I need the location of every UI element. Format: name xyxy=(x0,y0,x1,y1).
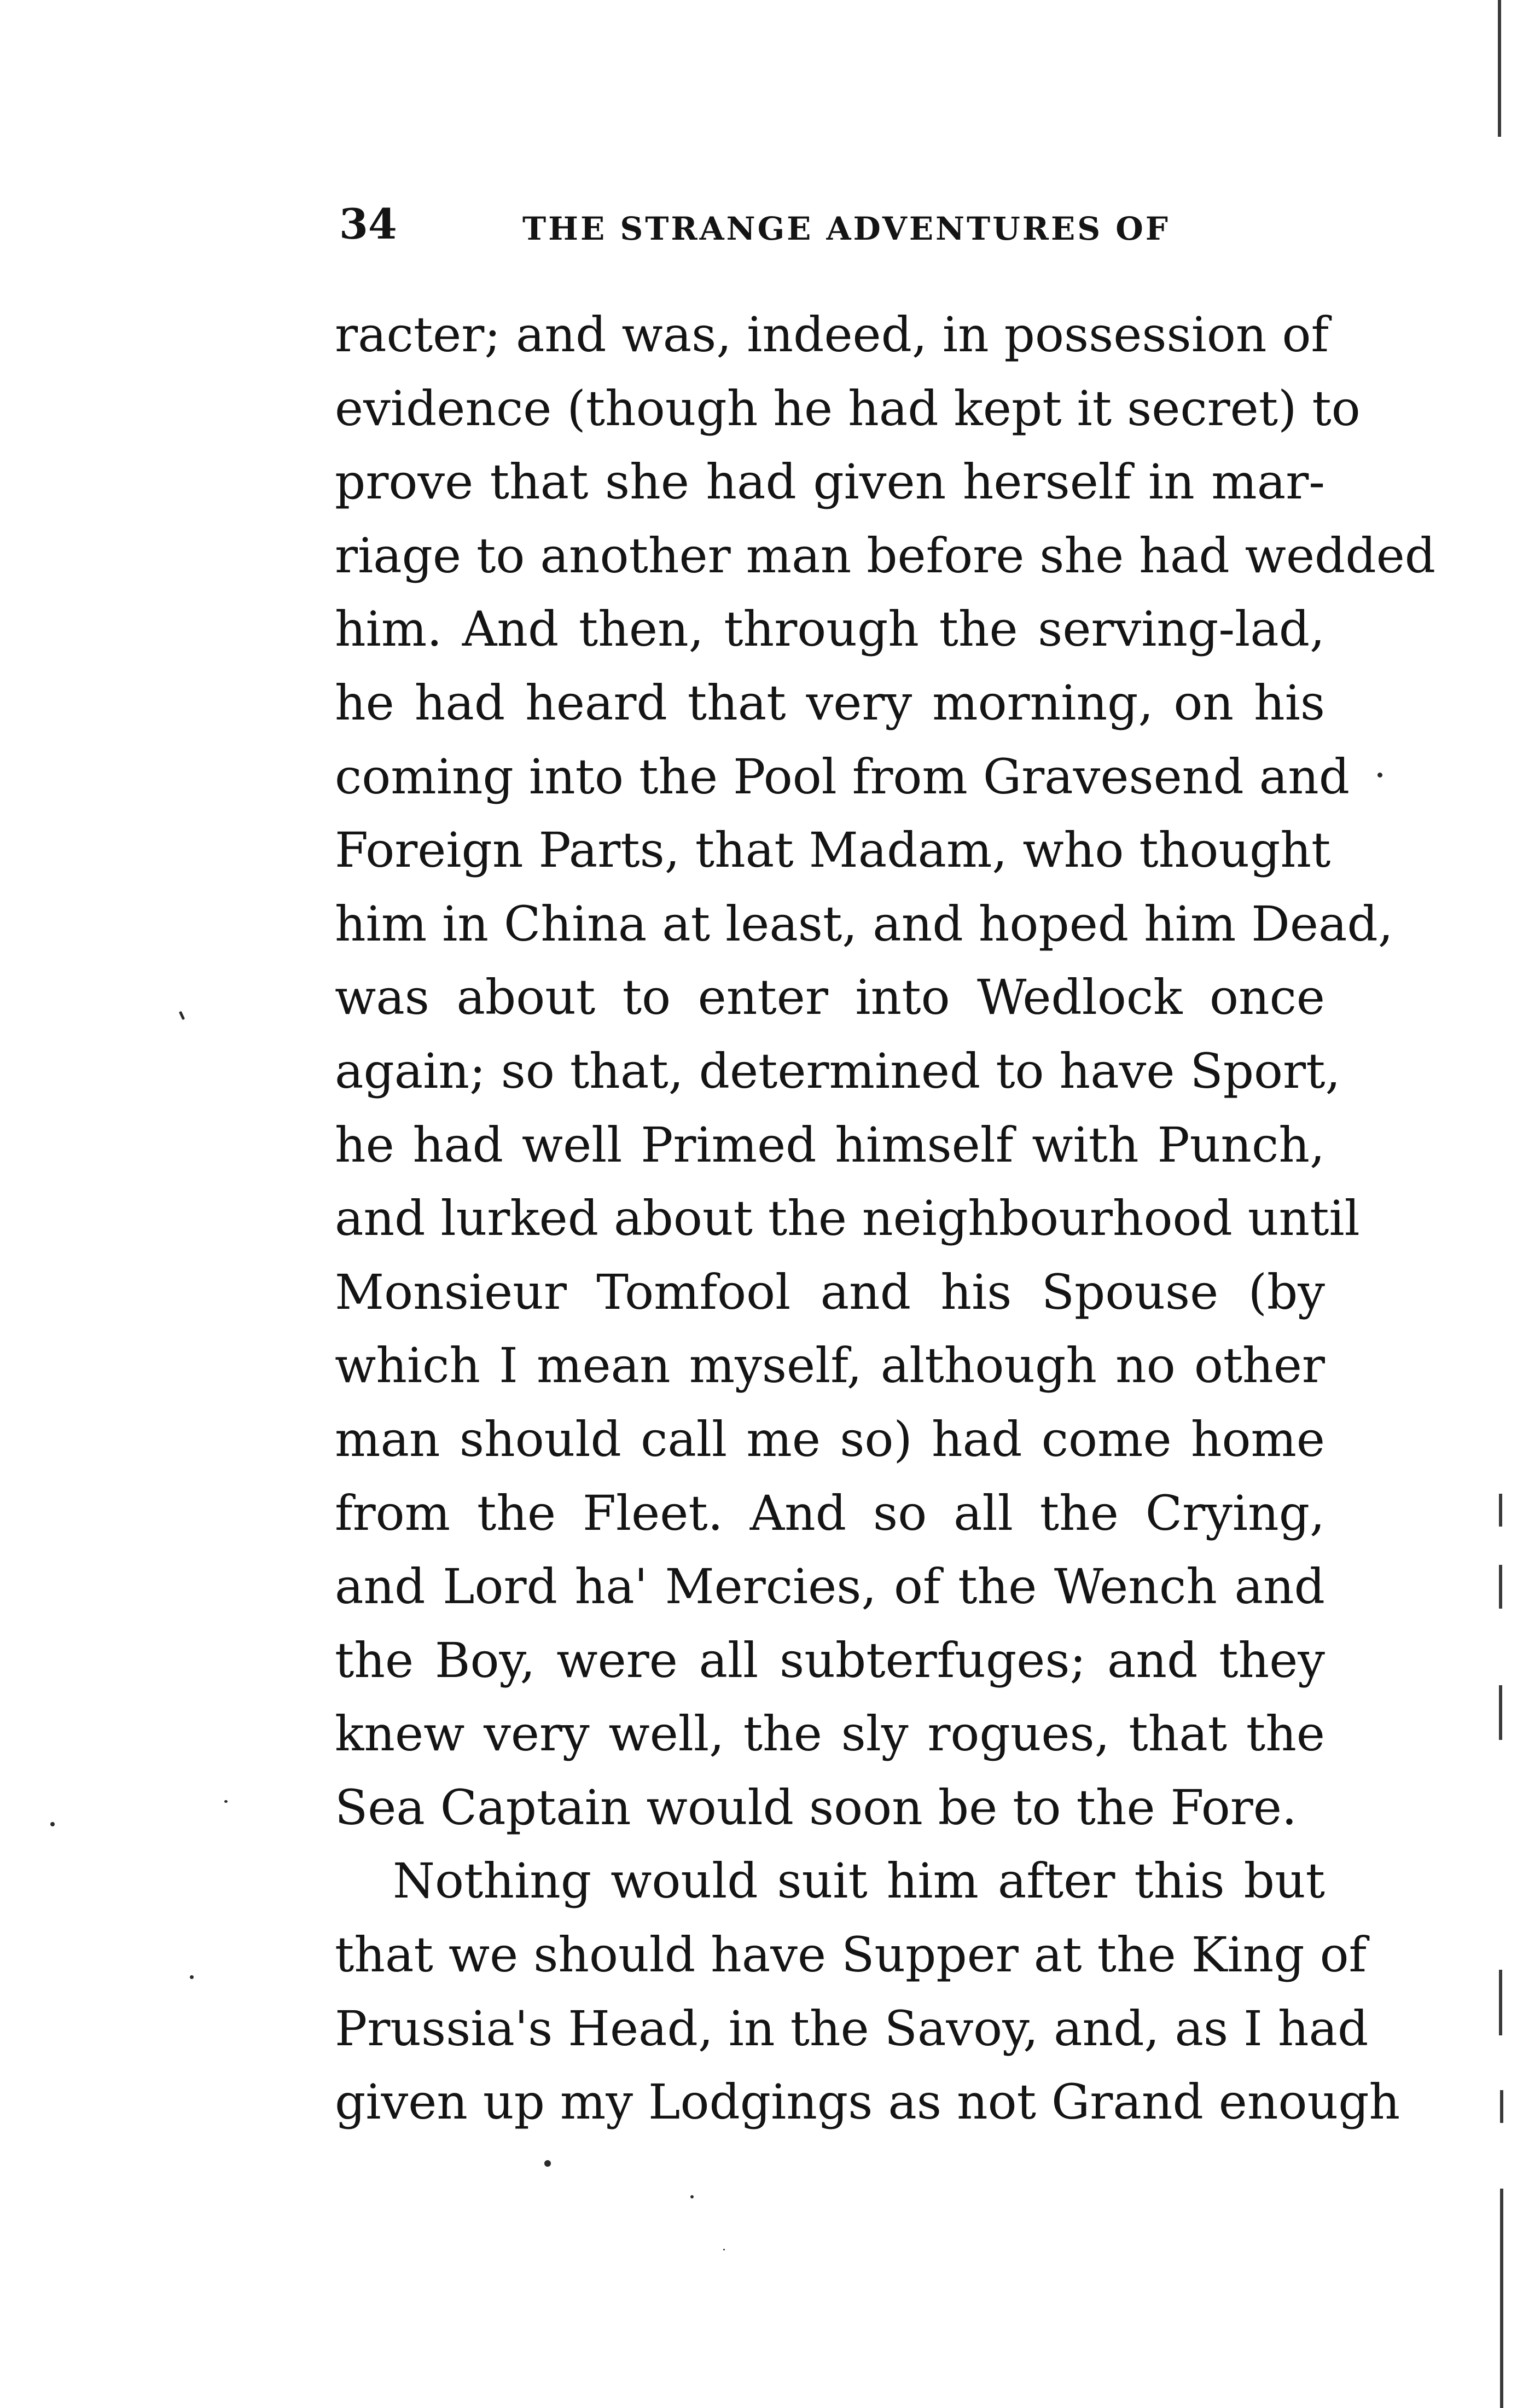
page-edge-mark xyxy=(1499,1494,1502,1527)
text-line: prove that she had given herself in mar- xyxy=(335,454,1325,510)
text-line: coming into the Pool from Gravesend and xyxy=(335,748,1350,805)
body-text xyxy=(335,298,1436,2139)
page-edge-mark xyxy=(1499,1685,1502,1740)
scan-speck xyxy=(50,1822,55,1826)
text-line: he had heard that very morning, on his xyxy=(335,674,1325,731)
page-edge-mark xyxy=(1498,0,1501,137)
text-line: racter; and was, indeed, in possession of xyxy=(335,306,1329,363)
scan-speck xyxy=(190,1975,194,1979)
text-line: Nothing would suit him after this but xyxy=(393,1853,1325,1910)
text-line: given up my Lodgings as not Grand enough xyxy=(335,2074,1400,2131)
text-line: him in China at least, and hoped him Dead, xyxy=(335,895,1393,952)
page-edge-mark xyxy=(1499,1565,1502,1609)
paragraph xyxy=(335,298,1436,1844)
scan-speck xyxy=(224,1800,228,1803)
text-line: Foreign Parts, that Madam, who thought xyxy=(335,822,1331,879)
text-line: from the Fleet. And so all the Crying, xyxy=(335,1484,1325,1541)
text-line: again; so that, determined to have Sport, xyxy=(335,1042,1341,1099)
text-line: was about to enter into Wedlock once xyxy=(335,969,1325,1026)
text-line: and lurked about the neighbourhood until xyxy=(335,1190,1360,1247)
page-edge-mark xyxy=(1500,2090,1503,2123)
text-line: he had well Primed himself with Punch, xyxy=(335,1116,1325,1173)
scan-speck xyxy=(690,2195,694,2198)
scan-speck xyxy=(1377,773,1382,777)
scan-speck xyxy=(723,2249,725,2250)
running-title: THE STRANGE ADVENTURES OF xyxy=(522,210,1170,247)
page-edge-mark xyxy=(1500,2189,1503,2408)
paragraph xyxy=(335,1844,1400,2139)
text-line: him. And then, through the serving-lad, xyxy=(335,601,1325,658)
text-line: riage to another man before she had wedded xyxy=(335,527,1436,584)
text-line: that we should have Supper at the King of xyxy=(335,1927,1367,1983)
text-line: which I mean myself, although no other xyxy=(335,1337,1325,1394)
text-line: evidence (though he had kept it secret) to xyxy=(335,380,1361,437)
text-line: the Boy, were all subterfuges; and they xyxy=(335,1632,1325,1688)
text-line: Prussia's Head, in the Savoy, and, as I had xyxy=(335,2000,1369,2057)
running-header xyxy=(339,197,1335,252)
page-edge-mark xyxy=(1499,1970,1502,2035)
text-line: Sea Captain would soon be to the Fore. xyxy=(335,1779,1297,1836)
scan-speck xyxy=(544,2160,551,2167)
page-number: 34 xyxy=(339,200,397,248)
text-line: Monsieur Tomfool and his Spouse (by xyxy=(335,1263,1325,1320)
text-line: man should call me so) had come home xyxy=(335,1411,1325,1467)
scan-speck xyxy=(179,1011,185,1020)
text-line: knew very well, the sly rogues, that the xyxy=(335,1705,1325,1762)
text-line: and Lord ha' Mercies, of the Wench and xyxy=(335,1558,1325,1615)
